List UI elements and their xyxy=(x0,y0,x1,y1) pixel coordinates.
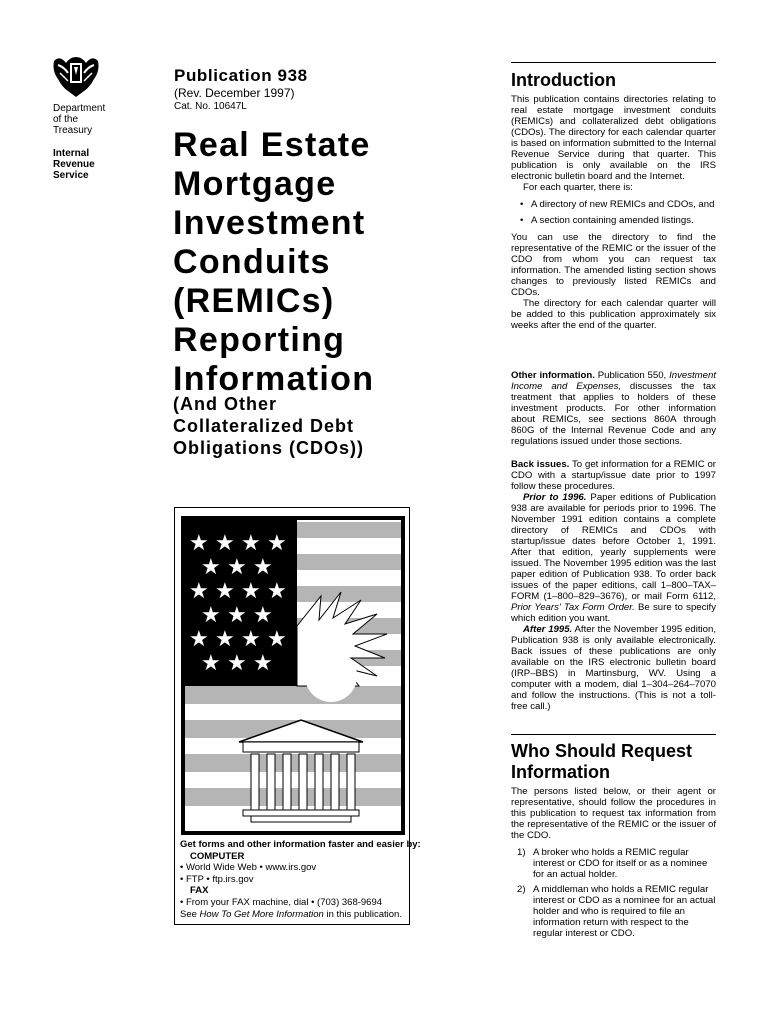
www-line: • World Wide Web • www.irs.gov xyxy=(180,862,317,874)
fax-label: FAX xyxy=(190,885,209,897)
agency-line: Treasury xyxy=(53,125,93,136)
paragraph: After 1995. After the November 1995 edition, Publication 938 is only available electronically. Back issues of these publications are only available on the IRS electronic bulletin board (IRP–BBS) in Martinsburg, WV. Using a computer with a modem, dial 1–304–264–7070 and follow the instructions. (This is not a toll-free call.) xyxy=(511,624,716,712)
title-line: Real Estate xyxy=(173,126,371,164)
agency-bold-line: Service xyxy=(53,170,89,181)
title-line: Mortgage xyxy=(173,165,337,203)
svg-text:★: ★ xyxy=(215,531,235,556)
introduction-section xyxy=(511,94,716,331)
paragraph: This publication contains directories relating to real estate mortgage investment conduits (REMICs) and collateralized debt obligations (CDOs). The directory for each calendar quarter is based on information submitted to the Internal Revenue Service during that quarter. This publication is only available on the IRS electronic bulletin board and the Internet. xyxy=(511,94,716,182)
paragraph: The directory for each calendar quarter will be added to this publication approximately six weeks after the end of the quarter. xyxy=(511,298,716,331)
svg-text:★: ★ xyxy=(215,579,235,604)
svg-text:★: ★ xyxy=(253,603,273,628)
subtitle-line: Collateralized Debt xyxy=(173,416,355,436)
list-item: 1) A broker who holds a REMIC regular interest or CDO for itself or as a nominee for an actual holder. xyxy=(517,847,708,880)
get-forms-info xyxy=(180,839,421,920)
title-line: Information xyxy=(173,360,375,398)
agency-line: Department xyxy=(53,103,106,114)
svg-text:★: ★ xyxy=(241,531,261,556)
paragraph: Prior to 1996. Paper editions of Publication 938 are available for periods prior to 1996. The November 1991 edition contains a complete directory of REMICs and CDOs with startup/issue dates before October 1, 1991. After that edition, yearly supplements were issued. The November 1995 edition was the last paper edition of Publication 938. To order back issues of the paper editions, call 1–800–TAX–FORM (1–800–829–3676), or mail Form 6112, Prior Years' Tax Form Order. Be sure to specify which edition you want. xyxy=(511,492,717,624)
document-subtitle xyxy=(173,393,473,459)
flag-capitol-illustration xyxy=(181,516,405,835)
svg-text:★: ★ xyxy=(241,579,261,604)
svg-text:★: ★ xyxy=(267,627,287,652)
svg-text:★: ★ xyxy=(253,651,273,676)
paragraph: You can use the directory to find the representative of the REMIC or the issuer of the CDO from whom you can request tax information. The amended listing section shows changes to previously listed REMICs and CDOs. xyxy=(511,232,716,298)
title-line: Reporting xyxy=(173,321,346,359)
paragraph: Back issues. To get information for a REMIC or CDO with a startup/issue date prior to 1997 follow these procedures. xyxy=(511,459,716,492)
svg-text:★: ★ xyxy=(189,531,209,556)
irs-eagle-logo xyxy=(50,53,102,99)
svg-text:★: ★ xyxy=(201,603,221,628)
publication-number: Publication 938 xyxy=(174,66,308,85)
who-should-request-heading: Who Should Request Information xyxy=(511,741,692,782)
svg-text:★: ★ xyxy=(241,627,261,652)
divider xyxy=(511,62,716,63)
document-title xyxy=(173,126,473,399)
svg-text:★: ★ xyxy=(189,579,209,604)
other-information-section: Other information. Publication 550, Investment Income and Expenses, discusses the tax treatment that applies to holders of these investment products. For other information about REMICs, see sections 860A through 860G of the Internal Revenue Code and any regulations issued under those sections. xyxy=(511,370,716,447)
svg-text:★: ★ xyxy=(267,579,287,604)
info-poster xyxy=(174,507,421,925)
agency-bold-line: Internal xyxy=(53,148,90,159)
list-item: • A directory of new REMICs and CDOs, and xyxy=(520,199,715,210)
subtitle-line: (And Other xyxy=(173,394,277,414)
paragraph: For each quarter, there is: xyxy=(523,182,633,193)
title-line: (REMICs) xyxy=(173,282,335,320)
svg-text:★: ★ xyxy=(227,603,247,628)
catalog-number: Cat. No. 10647L xyxy=(174,101,247,112)
ftp-line: • FTP • ftp.irs.gov xyxy=(180,873,254,885)
svg-text:★: ★ xyxy=(227,651,247,676)
svg-text:★: ★ xyxy=(201,555,221,580)
list-item: • A section containing amended listings. xyxy=(520,215,694,226)
svg-text:★: ★ xyxy=(253,555,273,580)
revision-date: (Rev. December 1997) xyxy=(174,86,295,100)
svg-text:★: ★ xyxy=(267,531,287,556)
get-forms-heading: Get forms and other information faster and easier by: xyxy=(180,839,421,850)
paragraph: The persons listed below, or their agent or representative, should follow the procedures in this publication to request tax information from the representative of the REMIC or the issuer of the CDO. xyxy=(511,786,716,841)
title-line: Conduits xyxy=(173,243,331,281)
computer-label: COMPUTER xyxy=(190,850,245,862)
svg-text:★: ★ xyxy=(227,555,247,580)
subtitle-line: Obligations (CDOs)) xyxy=(173,438,364,458)
back-issues-section xyxy=(511,459,716,712)
agency-block xyxy=(53,103,105,181)
introduction-heading: Introduction xyxy=(511,70,616,90)
fax-line: • From your FAX machine, dial • (703) 368-9694 xyxy=(180,896,383,908)
title-line: Investment xyxy=(173,204,366,242)
who-should-request-section xyxy=(511,786,716,939)
see-more-line: See How To Get More Information in this publication. xyxy=(180,908,402,920)
svg-text:★: ★ xyxy=(215,627,235,652)
list-item: 2) A middleman who holds a REMIC regular interest or CDO as a nominee for an actual holder and who is required to file an information return with respect to the regular interest or CDO. xyxy=(517,884,716,939)
divider xyxy=(511,734,716,735)
agency-bold-line: Revenue xyxy=(53,159,95,170)
agency-line: of the xyxy=(53,114,79,125)
svg-text:★: ★ xyxy=(201,651,221,676)
svg-text:★: ★ xyxy=(189,627,209,652)
